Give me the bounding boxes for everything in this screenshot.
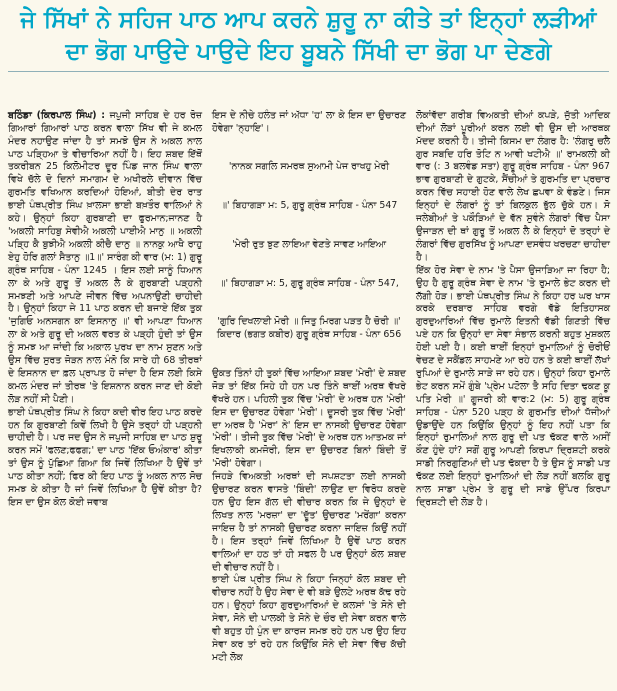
verse-quote: 'ਨਾਨਕ ਸਗਲਿ ਸਮਰਥ ਸੁਆਮੀ ਪੇਜ ਰਾਖਹੁ ਮੇਰੀ (228, 161, 390, 173)
column-3 (416, 84, 610, 578)
paragraph: ਉਕਤ ਤਿੰਨਾਂ ਹੀ ਤੁਕਾਂ ਵਿੱਚ ਆਇਆ ਸ਼ਬਦ 'ਮੇਰੀ' ਦੇ ਸ਼ਬਦ ਜੋੜ ਤਾਂ ਇੱਕ ਸਿਹੇ ਹੀ ਹਨ ਪਰ ਤਿੰਨੇ ਥਾਈਂ ਅਰਥ ਵੱਖਰੇ ਵੱਖਰੇ ਹਨ। ਪਹਿਲੀ ਤੁਕ ਵਿੱਚ 'ਮੇਰੀ' ਦੇ ਅਰਥ ਹਨ 'ਮੇਰੀ' ਇਸ ਦਾ ਉਚਾਰਣ ਹੋਵੇਗਾ 'ਮੇਰੀ'। ਦੂਸਰੀ ਤੁਕ ਵਿੱਚ 'ਮੇਰੀ' ਦਾ ਅਰਥ ਹੈ 'ਮੇਰਾ' ਨੇ' ਇਸ ਦਾ ਨਾਸਕੀ ਉਚਾਰਣ ਹੋਵੇਗਾ 'ਮੇਰੀ'। ਤੀਜੀ ਤੁਕ ਵਿੱਚ 'ਮੇਰੀ' ਦੇ ਅਰਥ ਹਨ ਆਤਮਕ ਜਾਂ ਇਖਲਾਕੀ ਕਮਜੋਰੀ, ਇਸ ਦਾ ਉਚਾਰਣ ਬਿਨਾਂ ਬਿੰਦੀ ਤੋਂ 'ਮੋਰੀ' ਹੋਵੇਗਾ। ਜਿਹੜੇ ਵਿਅਕਤੀ ਅਰਥਾਂ ਦੀ ਸਪਸ਼ਟਤਾ ਲਈ ਨਾਸਕੀ ਉਚਾਰਣ ਕਰਨ ਵਾਸਤੇ 'ਬਿੰਦੀ' ਲਾਉਣ ਦਾ ਵਿਰੋਧ ਕਰਦੇ ਹਨ ਉਹ ਇਸ ਗੱਲ ਦੀ ਵੀਚਾਰ ਕਰਨ ਕਿ ਜੇ ਉਨ੍ਹਾਂ ਦੇ ਲਿਖਤ ਨਾਲ 'ਮਰਜ਼ਾ' ਦਾ 'ਦੂੱਤ' ਉਚਾਰਣ 'ਮਰੇਂਗਾ' ਕਰਨਾ ਜਾਇਜ਼ ਹੈ ਤਾਂ ਨਾਸਕੀ ਉਚਾਰਣ ਕਰਨਾ ਜਾਇਜ਼ ਕਿਉਂ ਨਹੀਂ ਹੈ। ਇਸ ਤਰ੍ਹਾਂ ਜਿਵੇਂ ਲਿਖਿਆ ਹੈ ਉਵੇਂ ਪਾਠ ਕਰਨ ਵਾਲਿਆਂ ਦਾ ਹਠ ਤਾਂ ਹੀ ਸਫਲ ਹੈ ਪਰ ਉਨ੍ਹਾਂ ਕੋਲ ਸ਼ਬਦ ਦੀ ਵੀਚਾਰ ਨਹੀਂ ਹੈ। ਭਾਈ ਪੰਥ ਪ੍ਰੀਤ ਸਿੰਘ ਨੇ ਕਿਹਾ ਜਿਨ੍ਹਾਂ ਕੋਲ ਸ਼ਬਦ ਦੀ ਵੀਚਾਰ ਨਹੀਂ ਹੈ ਉਹ ਸੇਵਾ ਦੇ ਵੀ ਬੜੇ ਉਲਟੇ ਅਰਥ ਕੱਢ ਰਹੇ ਹਨ। ਉਨ੍ਹਾਂ ਕਿਹਾ ਗੁਰਦੁਆਰਿਆਂ ਦੇ ਕਲਸਾਂ 'ਤੇ ਸੋਨੇ ਦੀ ਸੇਵਾ, ਸੋਨੇ ਦੀ ਪਾਲਕੀ ਤੇ ਸੋਨੇ ਦੇ ਚੌਰ ਦੀ ਸੇਵਾ ਕਰਨ ਵਾਲੇ ਵੀ ਬਹੁਤ ਹੀ ਪੁੰਨ ਦਾ ਕਾਰਜ ਸਮਝ ਰਹੇ ਹਨ ਪਰ ਉਹ ਇਹ ਸੇਵਾ ਕਰ ਤਾਂ ਰਹੇ ਹਨ ਕਿਉਂਕਿ ਸੋਨੇ ਦੀ ਸੇਵਾ ਵਿੱਚ ਕੱਚੀ ਮਟੀ ਲੋਕ (212, 367, 406, 663)
verse-quote: 'ਗੁਰਿ ਦਿਖਲਾਈ ਮੋਰੀ ॥ ਜਿਤੁ ਮਿਰਗ ਪੜਤ ਹੈ ਚੋਰੀ ॥' ਕਿਦਾਰ (ਭਗਤ ਕਬੀਰ) ਗੁਰੂ ਗ੍ਰੰਥ ਸਾਹਿਬ - ਪੰਨਾ 656 (216, 316, 404, 341)
verse-reference: ॥' ਬਿਹਾਗੜਾ ਮ: 5, ਗੁਰੂ ਗ੍ਰੰਥ ਸਾਹਿਬ - ਪੰਨਾ 547, (219, 277, 399, 289)
verse-reference: ॥' ਬਿਹਾਗੜਾ ਮ: 5, ਗੁਰੂ ਗ੍ਰੰਥ ਸਾਹਿਬ - ਪੰਨਾ 547 (220, 200, 398, 212)
newspaper-clipping (0, 4, 617, 663)
headline: ਜੇ ਸਿੱਖਾਂ ਨੇ ਸਹਿਜ ਪਾਠ ਆਪ ਕਰਨੇ ਸ਼ੁਰੂ ਨਾ ਕੀਤੇ ਤਾਂ ਇਨ੍ਹਾਂ ਲੜੀਆਂ ਦਾ ਭੋਗ ਪਾਉਦੇ ਪਾਉਦੇ ਇਹ ਬੂਬਨੇ ਸਿੱਖੀ ਦਾ ਭੋਗ ਪਾ ਦੇਣਗੇ (20, 7, 597, 65)
paragraph: ਲੋਕਾਂਵੱਦਾ ਗਰੀਬ ਵਿਅਕਤੀ ਦੀਆਂ ਕਪੜੇ, ਜੁੱਤੀ ਆਦਿਕ ਦੀਆਂ ਲੋੜਾਂ ਪੂਰੀਆਂ ਕਰਨ ਲਈ ਵੀ ਉਸ ਦੀ ਆਰਥਕ ਮੱਦਦ ਕਰਨੀ ਹੈ। ਤੀਜੀ ਕਿਸਮ ਦਾ ਲੰਗਰ ਹੈ: 'ਲੰਗਰੁ ਚਲੈ ਗੁਰ ਸਬਦਿ ਹਰਿ ਤੋਟਿ ਨ ਆਵੀ ਖਟੀਐ ॥' ਰਾਮਕਲੀ ਕੀ ਵਾਰ (: 3 ਬਲਵੰਡ ਸਤਾ) ਗੁਰੂ ਗ੍ਰੰਥ ਸਾਹਿਬ - ਪੰਨਾ 967 ਭਾਵ ਗੁਰਬਾਣੀ ਦੇ ਗੁਟਕੇ, ਸੈਂਚੀਆਂ ਤੇ ਗੁਰਮਤਿ ਦਾ ਪ੍ਰਚਾਰ ਕਰਨ ਵਿੱਚ ਸਹਾਈ ਹੋਣ ਵਾਲੇ ਲੇਖ ਛਪਵਾ ਕੇ ਵੰਡਣੇ। ਜਿਸ ਇਨ੍ਹਾਂ ਦੇ ਲੰਗਰਾਂ ਨੂੰ ਤਾਂ ਬਿਲਕੁਲ ਭੁੱਲ ਚੁੱਕੇ ਹਨ। ਸੋ ਜਲੇਬੀਆਂ ਤੇ ਪਕੌੜਿਆਂ ਦੇ ਵੱਨ ਸੁਵੰਨੇ ਲੰਗਰਾਂ ਵਿੱਚ ਪੈਸਾ ਉਜਾੜਨ ਦੀ ਥਾਂ ਗੁਰੂ ਤੋਂ ਅਕਲ ਲੈ ਕੇ ਇਨ੍ਹਾਂ ਦੋ ਤਰ੍ਹਾਂ ਦੇ ਲੰਗਰਾਂ ਵਿੱਚ ਗੁਰਸਿੱਖ ਨੂੰ ਆਪਣਾ ਦਸਵੰਧ ਖਰਚਣਾ ਚਾਹੀਦਾ ਹੈ। ਇੱਕ ਹੋਰ ਸੇਵਾ ਦੇ ਨਾਮ 'ਤੇ ਪੈਸਾ ਉਜਾੜਿਆ ਜਾ ਰਿਹਾ ਹੈ; ਉਹ ਹੈ ਗੁਰੂ ਗ੍ਰੰਥ ਸੇਵਾ ਦੇ ਨਾਮ 'ਤੇ ਰੁਮਾਲੇ ਭੇਟ ਕਰਨ ਦੀ ਲੱਗੀ ਹੋੜ। ਭਾਈ ਪੰਥਪ੍ਰੀਤ ਸਿੰਘ ਨੇ ਕਿਹਾ ਹਰ ਘਰ ਖਾਸ ਕਰਕੇ ਦਰਬਾਰ ਸਾਹਿਬ ਵਰਗੇ ਵੱਡੇ ਇਤਿਹਾਸਕ ਗੁਰਦੁਆਰਿਆਂ ਵਿੱਚ ਰੁਮਾਲੇ ਇਤਨੀ ਵੱਡੀ ਗਿਣਤੀ ਵਿੱਚ ਪਏ ਹਨ ਕਿ ਉਨ੍ਹਾਂ ਦਾ ਸੇਵਾ ਸੰਭਾਲ ਕਰਨੀ ਬਹੁਤ ਮੁਸ਼ਕਲ ਹੋਈ ਪਈ ਹੈ। ਕਈ ਥਾਈਂ ਇਨ੍ਹਾਂ ਰੁਮਾਲਿਆਂ ਨੂੰ ਚੋਰੀਓਂ ਵੇਚਣ ਦੇ ਸਕੈਂਡਲ ਸਾਹਮਣੇ ਆ ਰਹੇ ਹਨ ਤੇ ਕਈ ਥਾਈਂ ਲੱਖਾਂ ਰੁਪਿਆਂ ਦੇ ਰੁਮਾਲੇ ਸਾੜੇ ਜਾ ਰਹੇ ਹਨ। ਉਨ੍ਹਾਂ ਕਿਹਾ ਰੁਮਾਲੇ ਭੇਟ ਕਰਨ ਸਮੇਂ ਗੁੰਬੇ 'ਪ੍ਰੇਮ ਪਟੋਲਾ ਤੈ ਸਹਿ ਦਿਤਾ ਢਕਣ ਕੂ ਪਤਿ ਮੇਰੀ ॥' ਗੂਜਰੀ ਕੀ ਵਾਰ:2 (ਮ: 5) ਗੁਰੂ ਗ੍ਰੰਥ ਸਾਹਿਬ - ਪੰਨਾ 520 ਪੜ੍ਹ ਕੇ ਗੁਰਮਤਿ ਦੀਆਂ ਧੱਜੀਆਂ ਉਡਾਉਂਦੇ ਹਨ ਕਿਉਂਕਿ ਉਨ੍ਹਾਂ ਨੂੰ ਇਹ ਨਹੀਂ ਪਤਾ ਕਿ ਇਨ੍ਹਾਂ ਰੁਮਾਲਿਆਂ ਨਾਲ ਗੁਰੂ ਦੀ ਪਤ ਢੱਕਣ ਵਾਲੇ ਅਸੀਂ ਕੌਣ ਹੁੰਦੇ ਹਾਂ? ਸਗੋਂ ਗੁਰੂ ਆਪਣੀ ਕਿਰਪਾ ਦ੍ਰਿਸ਼ਟੀ ਕਰਕੇ ਸਾਡੀ ਨਿਰਗੁਣਿਆਂ ਦੀ ਪਤ ਢੱਕਦਾ ਹੈ ਤੇ ਉਸ ਨੂੰ ਸਾਡੀ ਪਤ ਢੱਕਣ ਲਈ ਇਨ੍ਹਾਂ ਰੁਮਾਲਿਆਂ ਦੀ ਲੋੜ ਨਹੀਂ ਬਲਕਿ ਗੁਰੂ ਨਾਲ ਸਾਡਾ ਪ੍ਰੇਮ ਤੇ ਗੁਰੂ ਦੀ ਸਾਡੇ ਉੱਪਰ ਕਿਰਪਾ ਦ੍ਰਿਸ਼ਟੀ ਦੀ ਲੋੜ ਹੈ। (416, 109, 610, 508)
paragraph (8, 110, 202, 510)
paragraph: ਇਸ ਦੇ ਨੀਚੇ ਹਲੰਤ ਜਾਂ ਅੱਧਾ 'ਹ' ਲਾ ਕੇ ਇਸ ਦਾ ਉਚਾਰਣ ਹੋਵੇਗਾ 'ਨ੍ਹਾਇ'। (212, 109, 409, 134)
column-1 (8, 84, 202, 578)
column-2 (212, 84, 409, 663)
dateline: ਬਠਿੰਡਾ (ਕਿਰਪਾਲ ਸਿੰਘ) : (8, 109, 106, 121)
headline-rule (8, 71, 609, 72)
body-text: ਜਪੁਜੀ ਸਾਹਿਬ ਦੇ ਹਰ ਰੋਜ਼ ਗਿਆਰਾਂ ਗਿਆਰਾਂ ਪਾਠ ਕਰਨ ਵਾਲਾ ਸਿੱਖ ਵੀ ਜੇ ਕਮਲ ਮੰਦਰ ਨਹਾਉਣ ਜਾਂਦਾ ਹੈ ਤਾਂ ਸਮਝੋ ਉਸ ਨੇ ਅਕਲ ਨਾਲ ਪਾਠ ਪੜ੍ਹਿਆ ਤੇ ਵੀਚਾਰਿਆ ਨਹੀਂ ਹੈ। ਇਹ ਸ਼ਬਦ ਇੱਥੋਂ ਤਕਰੀਬਨ 25 ਕਿਲੋਮੀਟਰ ਦੂਰ ਪਿੰਡ ਜਾਨ ਸਿੰਘ ਵਾਲਾ ਵਿਖੇ ਚੱਲੇ ਦੋ ਦਿਨਾਂ ਸਮਾਗਮ ਦੇ ਅਖੀਰਲੇ ਦੀਵਾਨ ਵਿੱਚ ਗੁਰਮਤਿ ਵਖਿਆਨ ਕਰਦਿਆਂ ਹੋਇਆਂ, ਬੀਤੀ ਦੇਰ ਰਾਤ ਭਾਈ ਪੰਥਪ੍ਰੀਤ ਸਿੰਘ ਖ਼ਾਲਸਾ ਭਾਈ ਬਖ਼ਤੌਰ ਵਾਲਿਆਂ ਨੇ ਕਹੇ। ਉਨ੍ਹਾਂ ਕਿਹਾ ਗੁਰਬਾਣੀ ਦਾ ਫੁਰਮਾਨ;ਜਾਨਣ ਹੈ 'ਅਕਲੀ ਸਾਹਿਬੁ ਸੇਵੀਐ ਅਕਲੀ ਪਾਈਐ ਮਾਨੁ ॥ ਅਕਲੀ ਪੜ੍ਹਿ ਕੈ ਬੁਝੀਐ ਅਕਲੀ ਕੀਚੈ ਦਾਨੁ ॥ ਨਾਨਕੁ ਆਖੈ ਰਾਹੁ ਏਹੁ ਹੋਰਿ ਗਲਾਂ ਸੈਤਾਨੁ ॥1॥' ਸਾਰੰਗ ਕੀ ਵਾਰ (ਮ: 1) ਗੁਰੂ ਗ੍ਰੰਥ ਸਾਹਿਬ - ਪੰਨਾ 1245 । ਇਸ ਲਈ ਸਾਨੂੰ ਧਿਆਨ ਲਾ ਕੇ ਅਤੇ ਗੁਰੂ ਤੋਂ ਅਕਲ ਲੈ ਕੇ ਗੁਰਬਾਣੀ ਪੜ੍ਹਨੀ ਸਮਝਣੀ ਅਤੇ ਆਪਣੇ ਜੀਵਨ ਵਿੱਚ ਅਪਨਾਉਣੀ ਚਾਹੀਦੀ ਹੈ। ਉਨ੍ਹਾਂ ਕਿਹਾ ਜੇ 11 ਪਾਠ ਕਰਨ ਦੀ ਬਜਾਏ ਇੱਕ ਤੁਕ 'ਜੁਗਿਓ ਅਨਸਗਨ ਕਾ ਇਸਨਾਨੁ ॥' ਵੀ ਆਪਣਾ ਧਿਆਨ ਲਾ ਕੇ ਅਤੇ ਗੁਰੂ ਦੀ ਅਕਲ ਵਰਤ ਕੇ ਪੜ੍ਹੀ ਹੁੰਦੀ ਤਾਂ ਉਸ ਨੂੰ ਸਮਝ ਆ ਜਾਂਦੀ ਕਿ ਅਕਾਲ ਪੁਰਖ ਦਾ ਨਾਮ ਸੁਣਨ ਅਤੇ ਉਸ ਵਿੱਚ ਸੁਰਤ ਜੋੜਨ ਨਾਲ ਮੰਨੋ ਕਿ ਸਾਰੇ ਹੀ 68 ਤੀਰਥਾਂ ਦੇ ਇਸਨਾਨ ਦਾ ਫ਼ਲ ਪ੍ਰਾਪਤ ਹੋ ਜਾਂਦਾ ਹੈ ਇਸ ਲਈ ਕਿਸੇ ਕਮਲ ਮੰਦਰ ਜਾਂ ਤੀਰਥ 'ਤੇ ਇਸ਼ਨਾਨ ਕਰਨ ਜਾਣ ਦੀ ਕੋਈ ਲੋੜ ਨਹੀਂ ਸੀ ਪੈਣੀ। ਭਾਈ ਪੰਥਪ੍ਰੀਤ ਸਿੰਘ ਨੇ ਕਿਹਾ ਕਦੀ ਵੀਰ ਇਹ ਪਾਠ ਕਰਦੇ ਹਨ ਕਿ ਗੁਰਬਾਣੀ ਕਿਵੇਂ ਲਿਖੀ ਹੈ ਉਸੇ ਤਰ੍ਹਾਂ ਹੀ ਪੜ੍ਹਨੀ ਚਾਹੀਦੀ ਹੈ। ਪਰ ਜਦ ਉਸ ਨੇ ਜਪੁਜੀ ਸਾਹਿਬ ਦਾ ਪਾਠ ਸ਼ੁਰੂ ਕਰਨ ਸਮੇਂ 'ਫਲਣ;ਫਫਗ;' ਦਾ ਪਾਠ 'ਇੱਕ ਓਅੰਕਾਰ' ਕੀਤਾ ਤਾਂ ਉਸ ਨੂੰ ਪੁੱਛਿਆ ਗਿਆ ਕਿ ਜਿਵੇਂ ਲਿਖਿਆ ਹੈ ਉਵੇਂ ਤਾਂ ਪਾਠ ਕੀਤਾ ਨਹੀਂ; ਫਿਰ ਕੀ ਇਹ ਪਾਠ ਤੂੰ ਅਕਲ ਨਾਲ ਸੋਚ ਸਮਝ ਕੇ ਕੀਤਾ ਹੈ ਜਾਂ ਜਿਵੇਂ ਲਿਖਿਆ ਹੈ ਉਵੇਂ ਕੀਤਾ ਹੈ? ਇਸ ਦਾ ਉਸ ਕੋਲ ਕੋਈ ਜਵਾਬ (8, 109, 203, 508)
article-columns (8, 84, 610, 663)
verse-quote: 'ਮੇਰੀ ਰੁਤ ਝੁਣ ਲਾਇਆ ਵੇਣਤੇ ਸਾਵਣ ਆਇਆ (232, 238, 386, 250)
